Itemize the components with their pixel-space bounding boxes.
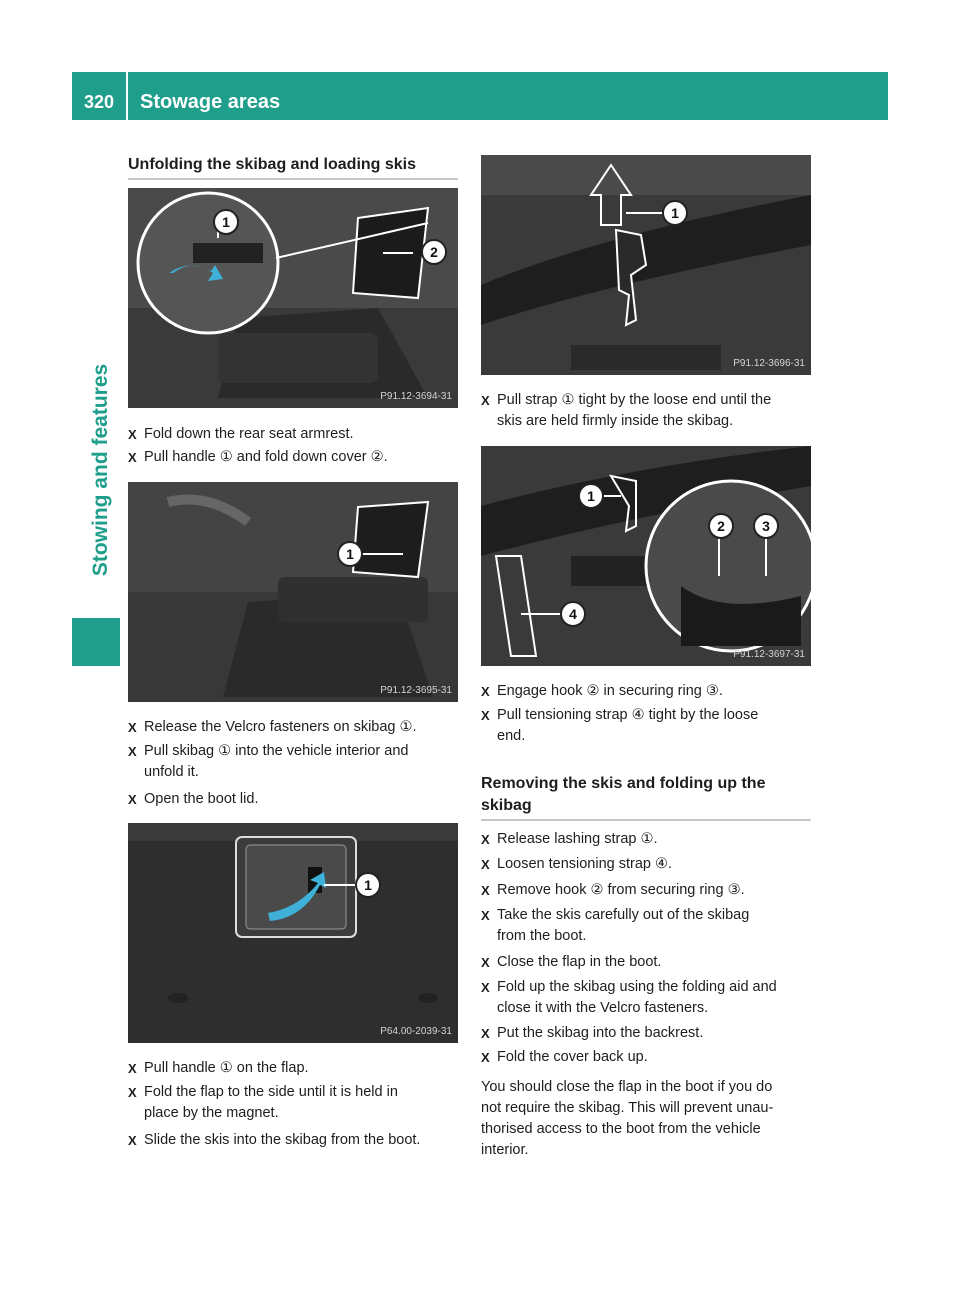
step-text: Fold the flap to the side until it is held in xyxy=(144,1084,398,1100)
step-arrow-icon: X xyxy=(481,1050,490,1065)
closing-paragraph-line: not require the skibag. This will prevent unau- xyxy=(481,1100,774,1116)
section-marker xyxy=(72,618,120,666)
step-text: close it with the Velcro fasteners. xyxy=(497,1000,709,1016)
callout-2: 2 xyxy=(430,244,438,260)
figure-code: P64.00-2039-31 xyxy=(380,1026,452,1037)
page-title: Stowage areas xyxy=(140,91,281,113)
section-heading: Unfolding the skibag and loading skis xyxy=(128,156,417,173)
closing-paragraph-line: thorised access to the boot from the vehicle xyxy=(481,1121,761,1137)
page-header xyxy=(72,72,888,120)
step-arrow-icon: X xyxy=(128,450,137,465)
step-arrow-icon: X xyxy=(128,1085,137,1100)
callout-1: 1 xyxy=(346,546,354,562)
step-text: Open the boot lid. xyxy=(144,791,259,807)
step-arrow-icon: X xyxy=(128,792,137,807)
callout-2: 2 xyxy=(717,518,725,534)
callout-1: 1 xyxy=(671,205,679,221)
step-text: Close the flap in the boot. xyxy=(497,954,662,970)
step-text: from the boot. xyxy=(497,928,587,944)
step-arrow-icon: X xyxy=(481,883,490,898)
heading-rule xyxy=(128,178,458,180)
closing-paragraph-line: interior. xyxy=(481,1142,529,1158)
step-text: Fold down the rear seat armrest. xyxy=(144,426,354,442)
page-number: 320 xyxy=(83,92,115,112)
section-tab xyxy=(86,340,116,600)
step-arrow-icon: X xyxy=(481,708,490,723)
step-arrow-icon: X xyxy=(481,955,490,970)
figure-boot-flap-drawing xyxy=(128,823,458,1043)
figure-code: P91.12-3696-31 xyxy=(733,358,805,369)
figure-armrest-cover xyxy=(128,188,458,408)
step-arrow-icon: X xyxy=(128,427,137,442)
step-text: Put the skibag into the backrest. xyxy=(497,1025,704,1041)
step-text: Slide the skis into the skibag from the boot. xyxy=(144,1132,421,1148)
step-arrow-icon: X xyxy=(128,744,137,759)
closing-paragraph-line: You should close the flap in the boot if you do xyxy=(481,1079,773,1095)
step-text: Fold the cover back up. xyxy=(497,1049,648,1065)
section-label: Stowing and features xyxy=(89,363,112,577)
step-text: skis are held firmly inside the skibag. xyxy=(497,413,734,429)
step-text: unfold it. xyxy=(144,764,199,780)
step-arrow-icon: X xyxy=(481,393,490,408)
step-text: Fold up the skibag using the folding aid and xyxy=(497,979,777,995)
step-arrow-icon: X xyxy=(481,832,490,847)
figure-skibag-strap xyxy=(481,155,811,375)
figure-skibag-velcro xyxy=(128,482,458,702)
callout-1: 1 xyxy=(364,877,372,893)
step-text: Pull handle ① and fold down cover ②. xyxy=(144,449,388,465)
heading-rule xyxy=(481,819,811,821)
figure-armrest-cover-drawing xyxy=(128,188,458,408)
step-text: Release the Velcro fasteners on skibag ①. xyxy=(144,719,417,735)
step-text: place by the magnet. xyxy=(144,1105,279,1121)
step-arrow-icon: X xyxy=(481,980,490,995)
step-arrow-icon: X xyxy=(128,720,137,735)
callout-3: 3 xyxy=(762,518,770,534)
step-text: Engage hook ② in securing ring ③. xyxy=(497,683,723,699)
step-text: Take the skis carefully out of the skibag xyxy=(497,907,750,923)
figure-boot-flap xyxy=(128,823,458,1043)
figure-code: P91.12-3695-31 xyxy=(380,685,452,696)
step-arrow-icon: X xyxy=(481,857,490,872)
step-arrow-icon: X xyxy=(128,1061,137,1076)
step-arrow-icon: X xyxy=(481,908,490,923)
figure-hook-ring-drawing xyxy=(481,446,811,666)
section-heading-line: Removing the skis and folding up the xyxy=(481,775,766,792)
section-heading-line: skibag xyxy=(481,797,532,814)
figure-code: P91.12-3697-31 xyxy=(733,649,805,660)
figure-skibag-velcro-drawing xyxy=(128,482,458,702)
figure-hook-ring xyxy=(481,446,811,666)
callout-1: 1 xyxy=(222,214,230,230)
figure-code: P91.12-3694-31 xyxy=(380,391,452,402)
header-divider xyxy=(126,72,128,120)
step-text: Loosen tensioning strap ④. xyxy=(497,856,673,872)
figure-skibag-strap-drawing xyxy=(481,155,811,375)
step-arrow-icon: X xyxy=(481,684,490,699)
step-arrow-icon: X xyxy=(481,1026,490,1041)
step-text: Pull tensioning strap ④ tight by the loose xyxy=(497,707,759,723)
step-text: end. xyxy=(497,728,526,744)
step-text: Pull strap ① tight by the loose end until the xyxy=(497,392,772,408)
step-text: Pull handle ① on the flap. xyxy=(144,1060,309,1076)
step-text: Remove hook ② from securing ring ③. xyxy=(497,882,745,898)
step-text: Release lashing strap ①. xyxy=(497,831,658,847)
callout-4: 4 xyxy=(569,606,577,622)
callout-1: 1 xyxy=(587,488,595,504)
step-text: Pull skibag ① into the vehicle interior and xyxy=(144,743,409,759)
step-arrow-icon: X xyxy=(128,1133,137,1148)
